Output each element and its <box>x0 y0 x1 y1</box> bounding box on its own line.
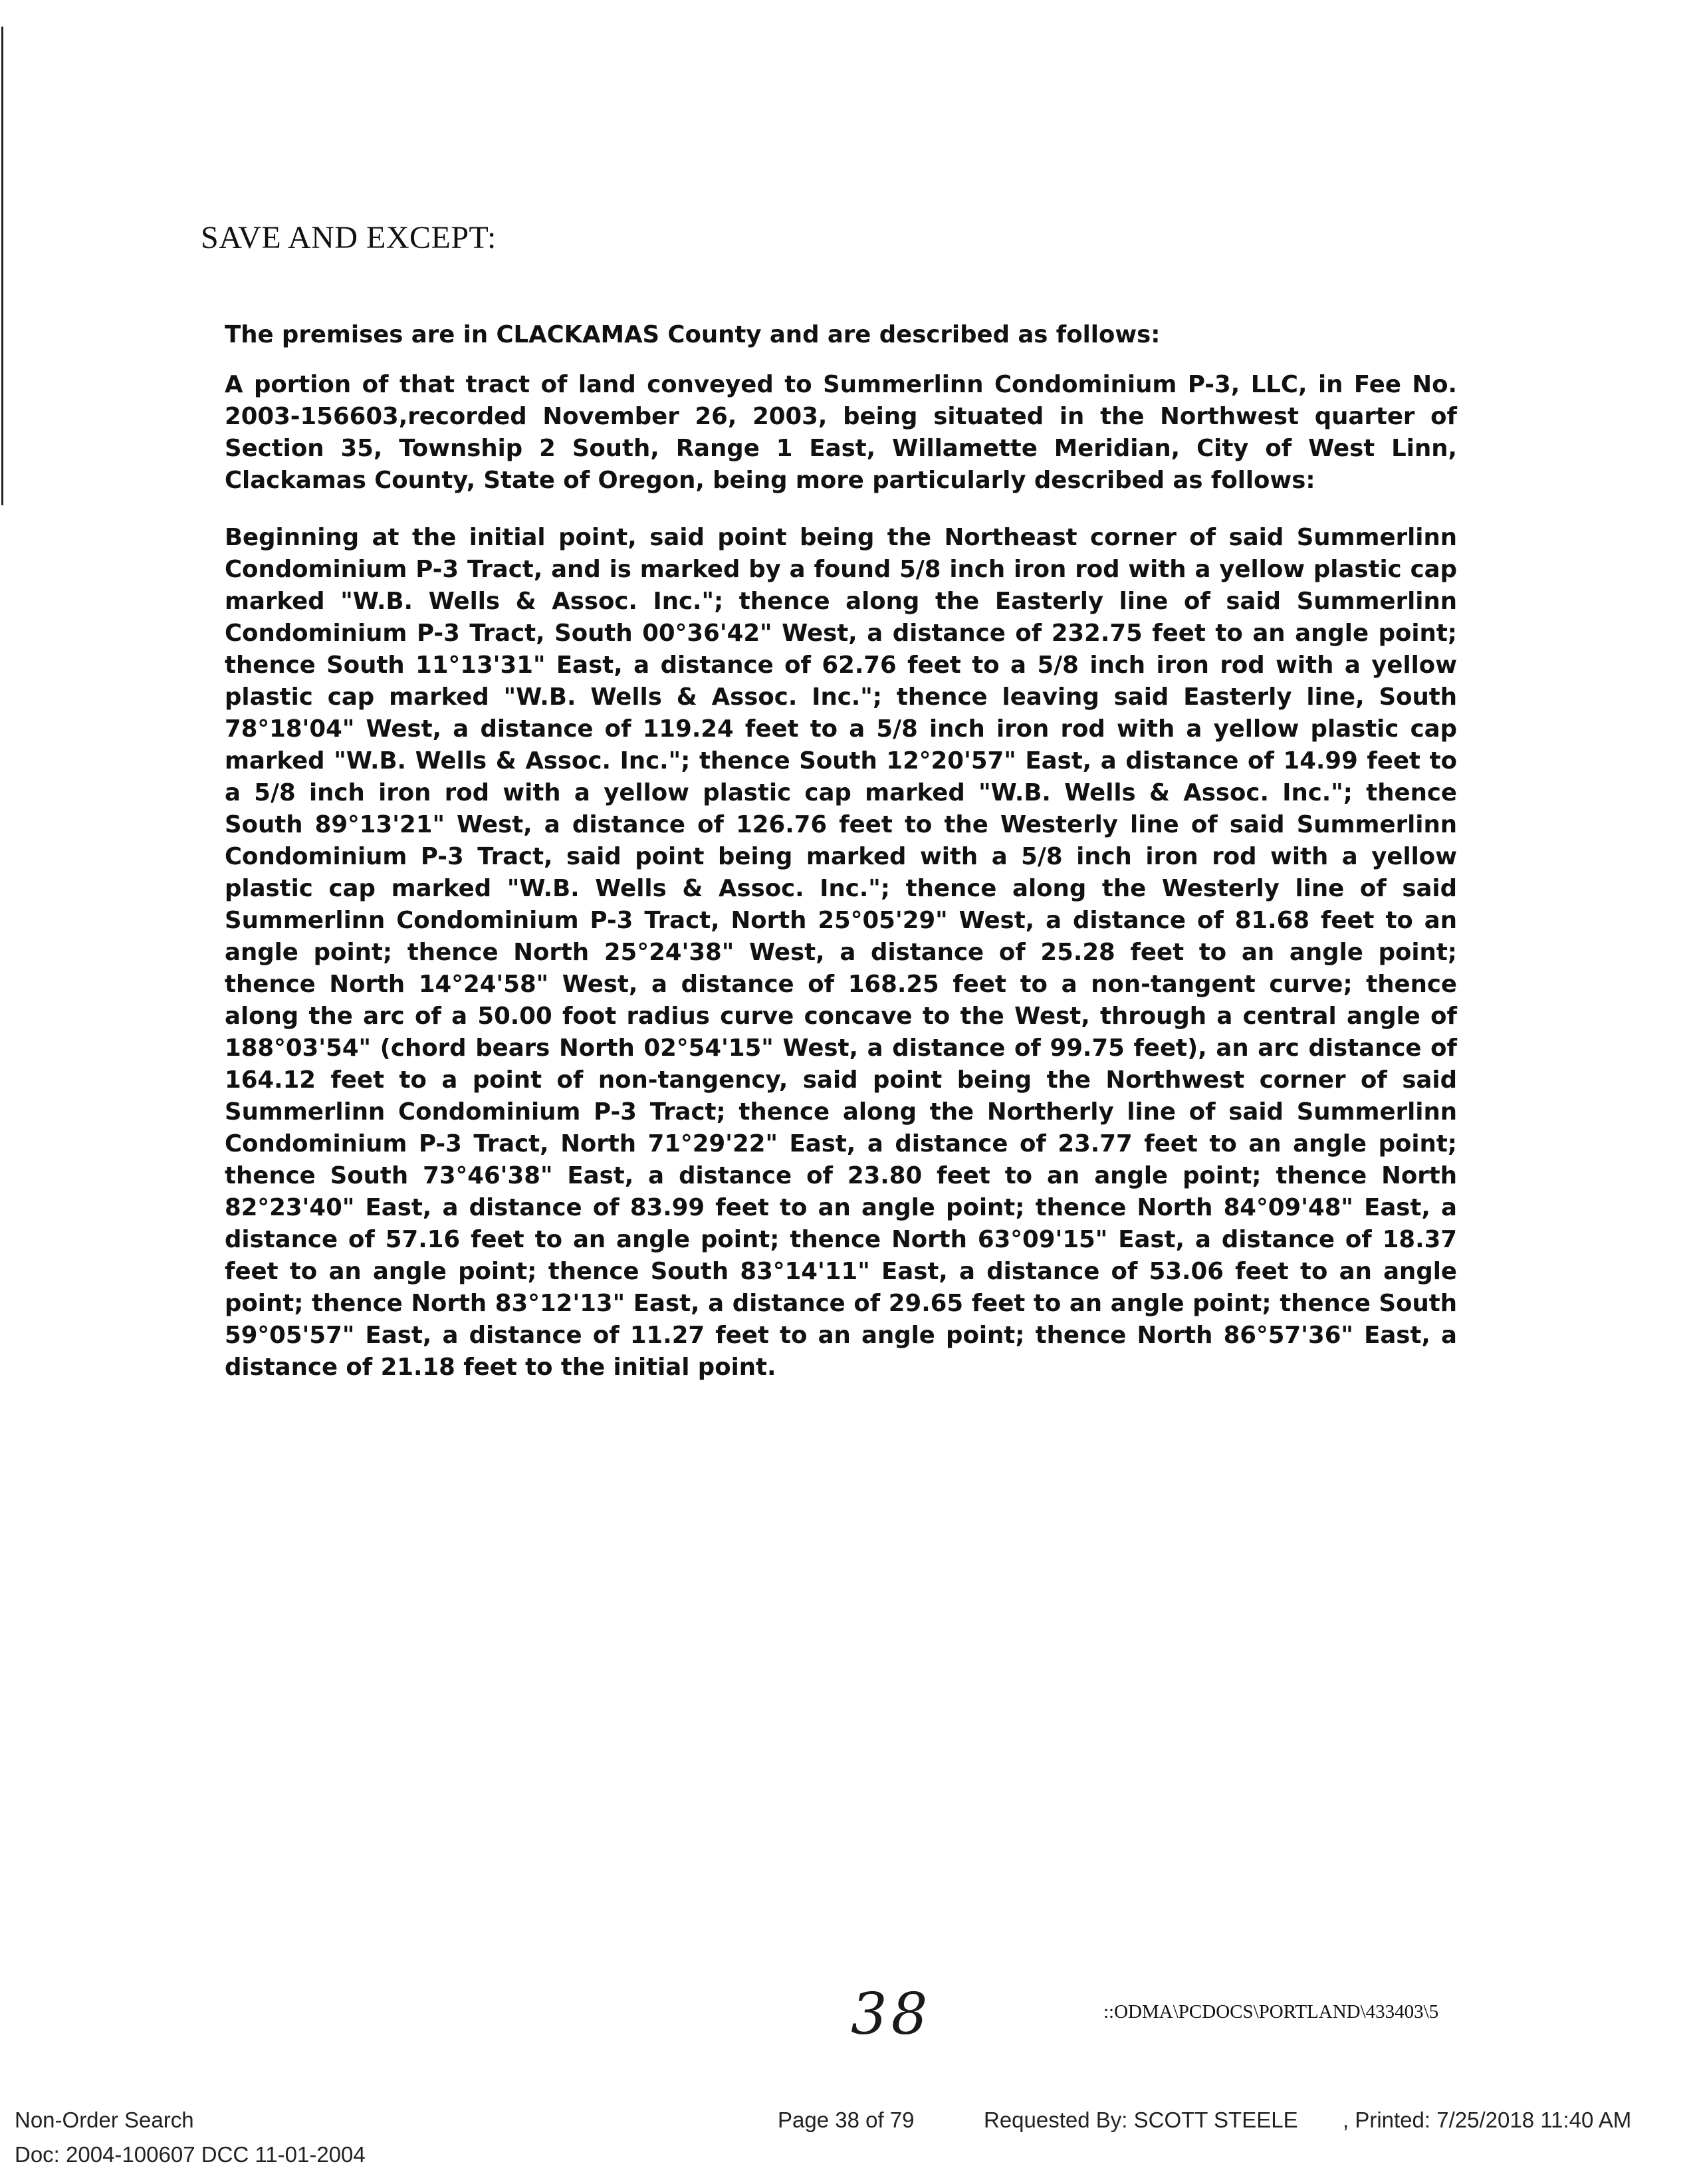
section-heading: SAVE AND EXCEPT: <box>201 220 497 255</box>
legal-description-paragraph: Beginning at the initial point, said point being the Northeast corner of said Summerlinn Condominium P-3 Tract, and is marked by a found 5/8 inch iron rod with a yellow plastic cap marked "W.B. Wells & Assoc. Inc."; thence along the Easterly line of said Summerlinn Condominium P-3 Tract, South 00°36'42" West, a distance of 232.75 feet to an angle point; thence South 11°13'31" East, a distance of 62.76 feet to a 5/8 inch iron rod with a yellow plastic cap marked "W.B. Wells & Assoc. Inc."; thence leaving said Easterly line, South 78°18'04" West, a distance of 119.24 feet to a 5/8 inch iron rod with a yellow plastic cap marked "W.B. Wells & Assoc. Inc."; thence South 12°20'57" East, a distance of 14.99 feet to a 5/8 inch iron rod with a yellow plastic cap marked "W.B. Wells & Assoc. Inc."; thence South 89°13'21" West, a distance of 126.76 feet to the Westerly line of said Summerlinn Condominium P-3 Tract, said point being marked with a 5/8 inch iron rod with a yellow plastic cap marked "W.B. Wells & Assoc. Inc."; thence along the Westerly line of said Summerlinn Condominium P-3 Tract, North 25°05'29" West, a distance of 81.68 feet to an angle point; thence North 25°24'38" West, a distance of 25.28 feet to an angle point; thence North 14°24'58" West, a distance of 168.25 feet to a non-tangent curve; thence along the arc of a 50.00 foot radius curve concave to the West, through a central angle of 188°03'54" (chord bears North 02°54'15" West, a distance of 99.75 feet), an arc distance of 164.12 feet to a point of non-tangency, said point being the Northwest corner of said Summerlinn Condominium P-3 Tract; thence along the Northerly line of said Summerlinn Condominium P-3 Tract, North 71°29'22" East, a distance of 23.77 feet to an angle point; thence South 73°46'38" East, a distance of 23.80 feet to an angle point; thence North 82°23'40" East, a distance of 83.99 feet to an angle point; thence North 84°09'48" East, a distance of 57.16 feet to an angle point; thence North 63°09'15" East, a distance of 18.37 feet to an angle point; thence South 83°14'11" East, a distance of 53.06 feet to an angle point; thence North 83°12'13" East, a distance of 29.65 feet to an angle point; thence South 59°05'57" East, a distance of 11.27 feet to an angle point; thence North 86°57'36" East, a distance of 21.18 feet to the initial point. <box>225 524 1457 1381</box>
scan-edge-mark <box>1 27 3 505</box>
footer-search-type: Non-Order Search <box>15 2108 194 2132</box>
footer-requested-by: Requested By: SCOTT STEELE <box>984 2108 1298 2132</box>
handwritten-page-number: 38 <box>851 1981 932 2048</box>
tract-description-paragraph: A portion of that tract of land conveyed to Summerlinn Condominium P-3, LLC, in Fee No. 2003-156603,recorded November 26, 2003, being situated in the Northwest quarter of Section 35, Township 2 South, Range 1 East, Willamette Meridian, City of West Linn, Clackamas County, State of Oregon, being more particularly described as follows: <box>225 371 1457 494</box>
footer-doc-reference: Doc: 2004-100607 DCC 11-01-2004 <box>15 2142 366 2167</box>
footer-printed-date: , Printed: 7/25/2018 11:40 AM <box>1343 2108 1632 2132</box>
footer-page-count: Page 38 of 79 <box>778 2108 915 2132</box>
intro-paragraph: The premises are in CLACKAMAS County and are described as follows: <box>225 321 1161 348</box>
document-path: ::ODMA\PCDOCS\PORTLAND\433403\5 <box>1103 2001 1439 2022</box>
